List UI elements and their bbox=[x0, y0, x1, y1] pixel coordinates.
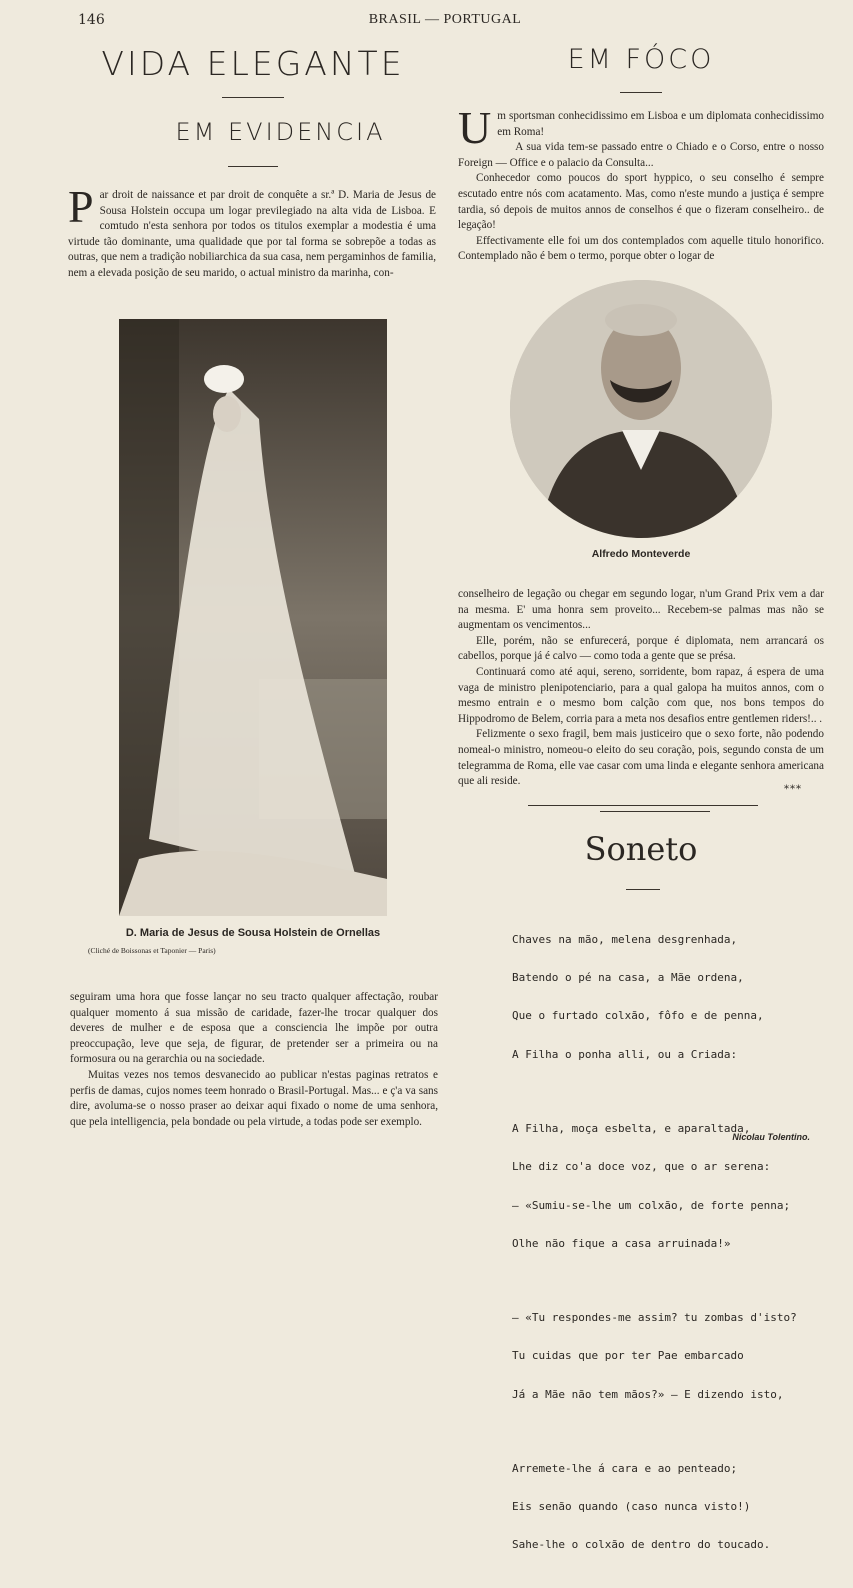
subtitle-em-evidencia: EM EVIDENCIA bbox=[175, 118, 386, 146]
verse-line: Eis senão quando (caso nunca visto!) bbox=[512, 1500, 751, 1514]
continuation-paragraph-1: seguiram uma hora que fosse lançar no seu tracto qualquer affectação, roubar qualquer momento á sua missão de caridade, fazer-lhe trocar qualquer dos deveres de mulher e de esposa que a consciencia lhe impõe por outra preoccupação, leve que seja, de figurar, de pretender ser a primeira ou na formosura ou na gerarchia ou na sociedade. bbox=[70, 991, 438, 1066]
intro-paragraph-right: m sportsman conhecidissimo em Lisboa e um diplomata conhecidissimo em Roma! bbox=[497, 110, 824, 138]
verse-line: Chaves na mão, melena desgrenhada, bbox=[512, 932, 738, 946]
right-paragraph-4: conselheiro de legação ou chegar em segundo logar, n'um Grand Prix vem a dar na mesma. E' uma honra sem proveito... Recebem-se palmas mas não se augmentam os vencimentos... bbox=[458, 588, 824, 632]
right-paragraph-6: Continuará como até aqui, sereno, sorridente, bom rapaz, á espera de uma vaga de ministro plenipotenciario, para a qual galopa ha muitos annos, com o mesmo entrain e o mesmo bom calção com que, nos bons tempos do Hippodromo de Belem, corria para a meta nos desafios entre gentlemen riders!.. . bbox=[458, 665, 824, 725]
right-paragraph-5: Elle, porém, não se enfurecerá, porque é diplomata, nem arrancará os cabellos, porque já é calvo — como toda a gente que se présa. bbox=[458, 634, 824, 663]
verse-line: Que o furtado colxão, fôfo e de penna, bbox=[512, 1009, 764, 1023]
sonnet-title-divider bbox=[626, 889, 660, 890]
intro-paragraph-left: ar droit de naissance et par droit de conquête a sr.ª D. Maria de Jesus de Sousa Holstein occupa um logar previlegiado na alta vida de Lisboa. E comtudo n'esta senhora por todos os titulos exemplar a modestia é uma virtude tão dominante, uma qualidade que por tal forma se sobrepõe a todas as outras, que nem a tradição nobiliarchica da sua casa, nem pergaminhos de familia, nem a elevada posição de seu marido, o actual ministro da marinha, con- bbox=[68, 189, 436, 279]
section-title-vida-elegante: VIDA ELEGANTE bbox=[101, 44, 405, 83]
dropcap-p: P bbox=[68, 181, 94, 232]
stanza-4 bbox=[512, 1437, 812, 1578]
stanza-2 bbox=[512, 1097, 812, 1276]
bride-illustration bbox=[119, 319, 387, 916]
subtitle-divider bbox=[228, 166, 278, 167]
stanza-1 bbox=[512, 908, 812, 1087]
right-paragraph-7: Felizmente o sexo fragil, bem mais justiceiro que o sexo forte, não podendo nomeal-o ministro, nomeou-o eleito do seu coração, pois, segundo consta de um telegramma de Roma, elle vae casar com uma linda e elegante senhora americana que ali reside. bbox=[458, 728, 824, 788]
verse-line: Já a Mãe não tem mãos?» — E dizendo isto, bbox=[512, 1387, 784, 1401]
verse-line: Tu cuidas que por ter Pae embarcado bbox=[512, 1349, 744, 1363]
verse-line: Lhe diz co'a doce voz, que o ar serena: bbox=[512, 1160, 771, 1174]
right-paragraph-2: Conhecedor como poucos do sport hyppico, o seu conselho é sempre escutado entre nós com acatamento. Mas, como n'este mundo a justiça é sempre tardia, só depois de muitos annos de conselhos é que o fizeram conselheiro.. de legação! bbox=[458, 172, 824, 232]
article-continuation-left bbox=[70, 990, 438, 1130]
publication-header: BRASIL — PORTUGAL bbox=[368, 12, 522, 27]
portrait-photo-alfredo-monteverde bbox=[510, 280, 772, 538]
article-intro-left bbox=[68, 181, 436, 282]
man-portrait-illustration bbox=[510, 280, 772, 538]
verse-line: Olhe não fique a casa arruinada!» bbox=[512, 1236, 731, 1250]
title-divider bbox=[222, 97, 284, 98]
sonnet-top-divider-2 bbox=[600, 811, 710, 812]
verse-line: A Filha o ponha alli, ou a Criada: bbox=[512, 1047, 738, 1061]
right-paragraph-3: Effectivamente elle foi um dos contemplados com aquelle titulo honorifico. Contemplado não é bem o termo, porque obter o logar de bbox=[458, 234, 824, 263]
verse-line: Sahe-lhe o colxão de dentro do toucado. bbox=[512, 1538, 771, 1552]
em-foco-divider bbox=[620, 92, 662, 93]
verse-line: — «Tu respondes-me assim? tu zombas d'isto? bbox=[512, 1310, 797, 1324]
article-right-bottom bbox=[458, 587, 824, 790]
page-number: 146 bbox=[78, 12, 105, 28]
sonnet-author: Nicolau Tolentino. bbox=[732, 1132, 810, 1142]
photo-caption: D. Maria de Jesus de Sousa Holstein de Ornellas bbox=[125, 927, 381, 939]
dropcap-u: U bbox=[458, 102, 492, 153]
photo-credit: (Cliché de Boissonas et Taponier — Paris) bbox=[88, 946, 216, 955]
portrait-caption: Alfredo Monteverde bbox=[591, 548, 691, 560]
verse-line: A Filha, moça esbelta, e aparaltada, bbox=[512, 1121, 751, 1135]
sonnet-title: Soneto bbox=[584, 830, 698, 868]
sonnet-body bbox=[512, 908, 812, 1588]
sonnet-top-divider-1 bbox=[528, 805, 758, 806]
right-paragraph-1: A sua vida tem-se passado entre o Chiado e o Corso, entre o nosso Foreign — Office e o palacio da Consulta... bbox=[458, 141, 824, 169]
section-title-em-foco: EM FÓCO bbox=[567, 44, 715, 75]
stanza-3 bbox=[512, 1286, 812, 1427]
verse-line: — «Sumiu-se-lhe um colxão, de forte penna; bbox=[512, 1198, 791, 1212]
verse-line: Arremete-lhe á cara e ao penteado; bbox=[512, 1461, 738, 1475]
article-right-top bbox=[458, 102, 824, 265]
continuation-paragraph-2: Muitas vezes nos temos desvanecido ao publicar n'estas paginas retratos e perfis de damas, cujos nomes teem honrado o Brasil-Portugal. Mas... e ç'a va sans dire, avoluma-se o nosso praser ao deixar aqui fixado o nome de uma senhora, que pela intelligencia, pela bondade ou pela virtude, a todas pode ser exemplo. bbox=[70, 1068, 438, 1128]
verse-line: Batendo o pé na casa, a Mãe ordena, bbox=[512, 970, 744, 984]
portrait-photo-maria-holstein bbox=[119, 319, 387, 916]
asterisks: *** bbox=[784, 784, 802, 795]
